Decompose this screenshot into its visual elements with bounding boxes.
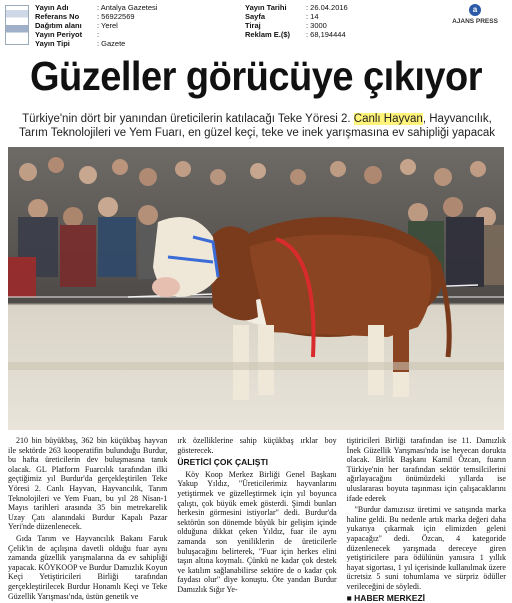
page-thumbnail [5, 5, 29, 45]
article-photo [8, 147, 504, 430]
meta-value: : Antalya Gazetesi [97, 3, 157, 12]
bull-photo-illustration [8, 147, 504, 430]
meta-key: Tiraj [245, 21, 306, 30]
subtitle-highlight: Canlı Hayvan [354, 113, 423, 125]
metadata-right [245, 3, 348, 39]
meta-value: : Gazete [97, 39, 125, 48]
meta-key: Yayın Adı [35, 3, 97, 12]
paragraph: tiştiricileri Birliği tarafından ise 11. Damızlık İnek Güzellik Yarışması'nda ise heyecan doruktа olacak. Birlik Başkanı Kamil Özcan, fuarın Türkiye'nin her tarafından sektör temsilcilerini ağırlayacağını önümüzdeki yıllarda ise uluslararası boyuta taşınması için çalışacaklarını ifade ederek [347, 436, 506, 503]
subtitle-end: , Hayvancılık, Tarım Teknolojileri ve Yem Fuarı, en güzel keçi, teke ve inek yarışmasına ev sahipliği yapacak [19, 113, 495, 139]
meta-key: Dağıtım alanı [35, 21, 97, 30]
paragraph: ırk özelliklerine sahip küçükbaş ırklar boy gösterecek. [177, 436, 336, 455]
subtitle [8, 112, 506, 140]
column-3 [347, 436, 506, 594]
paragraph: Gıda Tarım ve Hayvancılık Bakanı Faruk Çelik'in de açılışına davetli olduğu fuar aynı zamanda güzellik yarışmalarına da ev sahipliği yapacak. KÖYKOOP ve Burdur Damızlık Koyun Keçi Yetiştiricileri Birliği tarafından gerçekleştirilecek Burdur Honamlı Keçi ve Teke Güzellik Yarışması'nda, üstün genetik ve [8, 534, 167, 601]
byline-text: HABER MERKEZİ [354, 593, 425, 603]
meta-value: : 3000 [306, 21, 327, 30]
meta-value: : 26.04.2016 [306, 3, 348, 12]
metadata-left [35, 3, 157, 48]
meta-key: Reklam E.($) [245, 30, 306, 39]
paragraph: 210 bin büyükbaş, 362 bin küçükbaş hayvan ile sektörde 263 kooperatifin bulunduğu Burdur, bu hafta üreticilerin dev buluşmasına tanık olacak. GL Platform Fuarcılık tarafından ilki geçtiğimiz yıl Burdur'da gerçekleştirilen Teke Yöresi 2. Canlı Hayvan, Hayvancılık, Tarım Teknolojileri ve Yem Fuarı, bu yıl 28 Nisan-1 Mayıs tarihleri arasında 35 bin metrekarelik Uzay Çatı alanındaki Burdur Kapalı Pazar Yeri'nde düzenlenecek. [8, 436, 167, 532]
meta-key: Sayfa [245, 12, 306, 21]
meta-value: : [97, 30, 99, 39]
meta-key: Yayın Tipi [35, 39, 97, 48]
column-1 [8, 436, 167, 594]
article-body [8, 436, 506, 594]
meta-value: : 14 [306, 12, 319, 21]
meta-key: Referans No [35, 12, 97, 21]
paragraph: "Burdur damızısız üretimi ve satışında marka haline geldi. Bu nedenle artık marka değeri daha yukarıya çıkarmak için elimizden geleni yapacağız" dedi. Özcan, 4 kategoride düzenlenecek yarışmada dereceye giren yetiştiricilere para ödülünün yanısıra 1 yıllık hayat sigortası, 1 yıl içerisinde kullanılmak üzere ücretsiz 5 suni tohumlama ve sürpriz ödüller verileceğini de söyledi. [347, 505, 506, 591]
ajans-press-logo [448, 4, 502, 25]
logo-mark-icon: a [469, 4, 481, 16]
byline [347, 594, 506, 603]
column-2 [177, 436, 336, 594]
byline-square-icon: ■ [347, 593, 352, 603]
meta-value: : 56922569 [97, 12, 135, 21]
logo-text: AJANS PRESS [448, 18, 502, 25]
paragraph: Köy Koop Merkez Birliği Genel Başkanı Yakup Yıldız, "Üreticilerimiz hayvanlarını yetiştirmek ve güzelleştirmek için yıl boyunca çalıştı, çok büyük emek gösterdi. Şimdi bunları herkesin görmesini istiyorlar" dedi. Burdur'da sektörün son dönemde büyük bir gelişim içinde olduğuna dikkat çeken Yıldız, fuar ile aynı zamanda son yeniliklerin de üreticilerle buluşacağını belirterek, "Fuar için herkes elini taşın altına koymalı. Çünkü ne kadar çok destek ve katılım sağlanabilirse sektöre de o kadar çok faydası olur" diye konuştu. Öte yandan Burdur Damızlık Sığır Ye- [177, 470, 336, 595]
subtitle-start: Türkiye'nin dört bir yanından üreticilerin katılacağı Teke Yöresi 2. [22, 113, 354, 125]
meta-value: : 68,194444 [306, 30, 346, 39]
meta-key: Yayın Periyot [35, 30, 97, 39]
headline: Güzeller görücüye çıkıyor [6, 53, 506, 101]
clipping-metadata [0, 0, 512, 50]
meta-key: Yayın Tarihi [245, 3, 306, 12]
meta-value: : Yerel [97, 21, 118, 30]
section-heading: ÜRETİCİ ÇOK ÇALIŞTI [177, 458, 336, 468]
